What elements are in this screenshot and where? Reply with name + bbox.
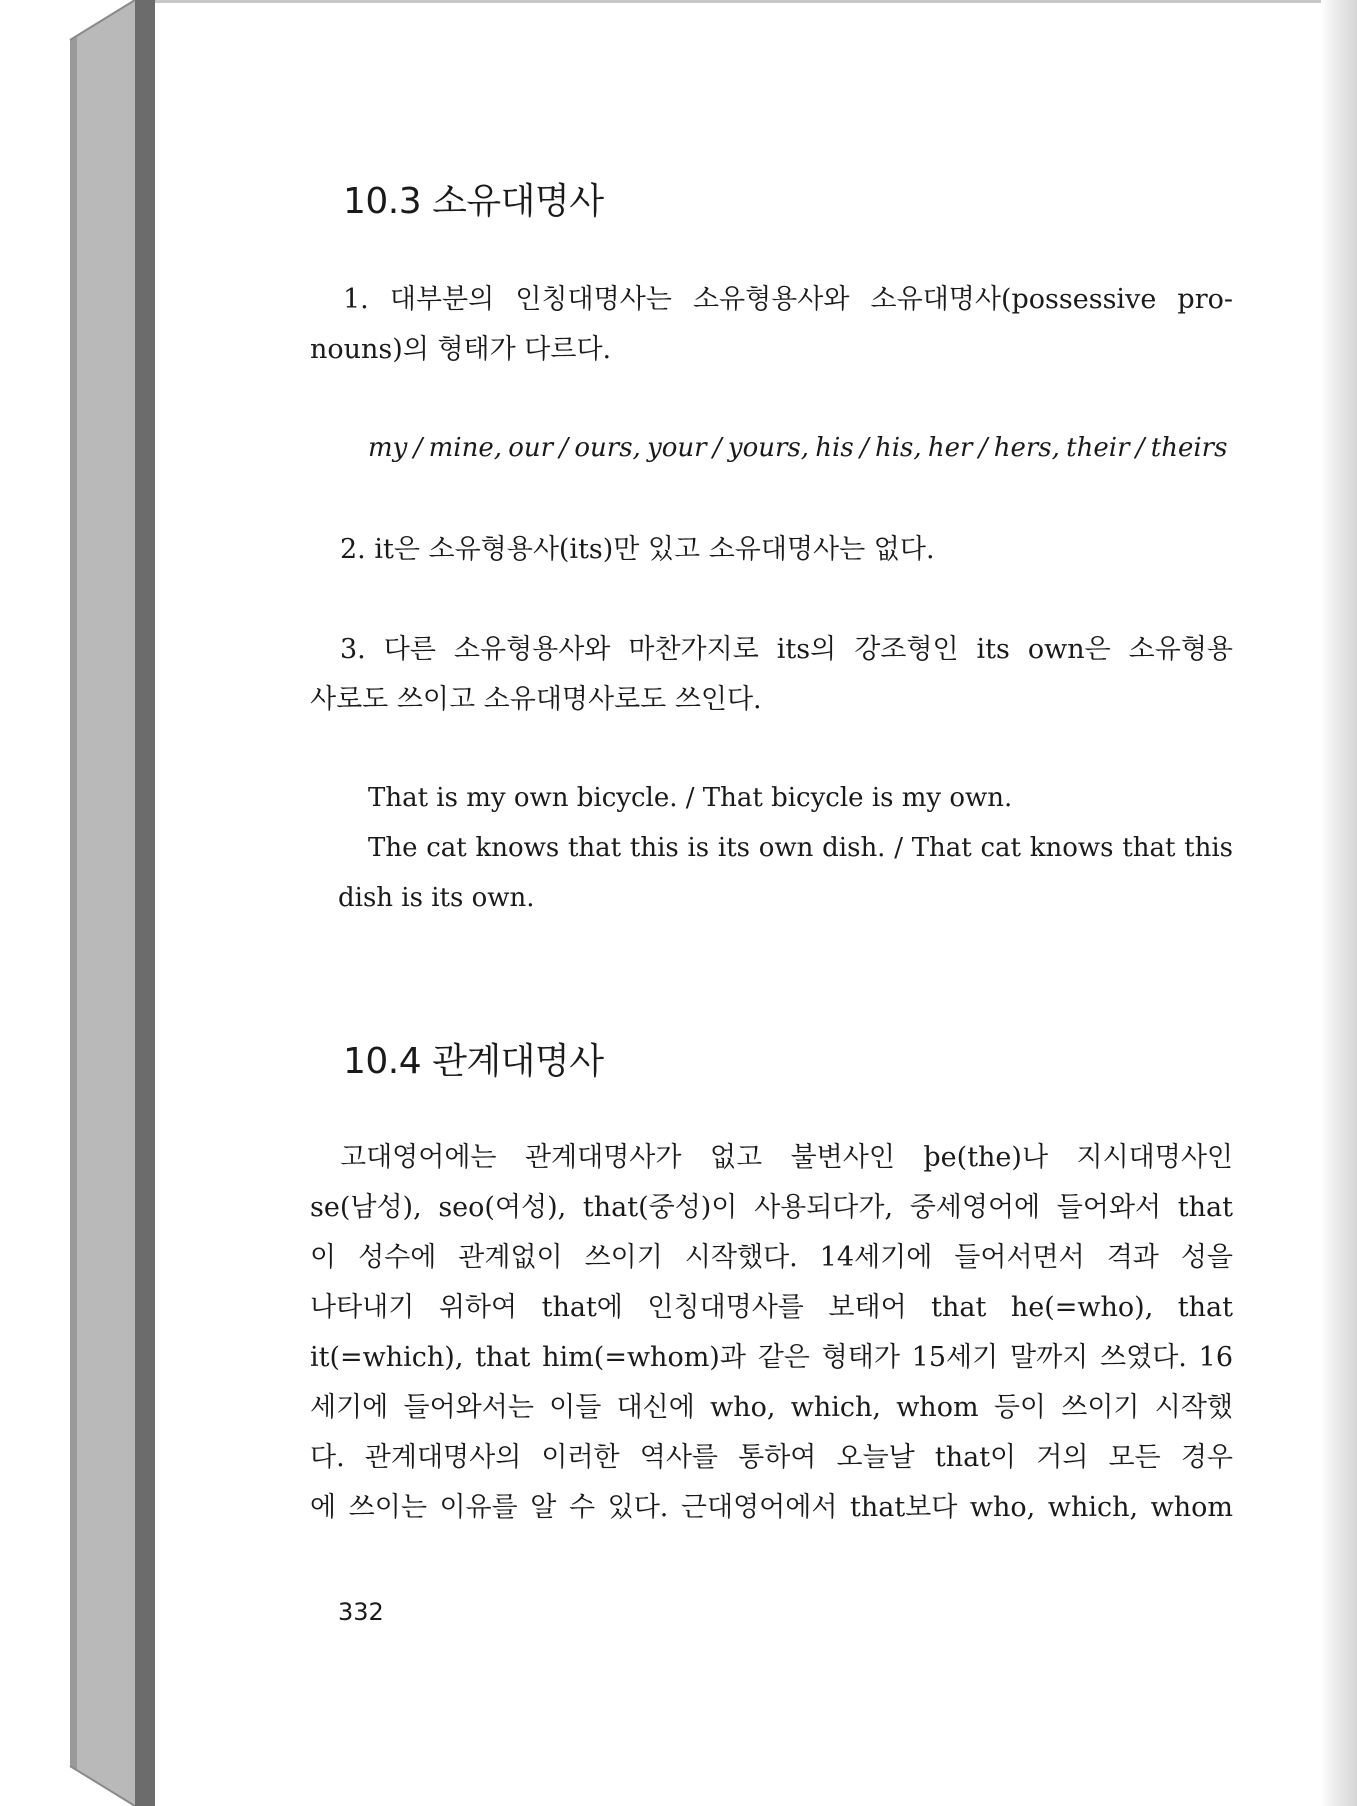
para-line-5: it(=which), that him(=whom)과 같은 형태가 15세기 말까지 쓰였다. 16 <box>310 1342 1233 1373</box>
para-line-6: 세기에 들어와서는 이들 대신에 who, which, whom 등이 쓰이기 시작했 <box>310 1392 1233 1423</box>
para-line-2: se(남성), seo(여성), that(중성)이 사용되다가, 중세영어에 들어와서 that <box>310 1192 1233 1223</box>
item2: 2. it은 소유형용사(its)만 있고 소유대명사는 없다. <box>340 534 935 565</box>
section-10-4-heading: 10.4 관계대명사 <box>343 1041 604 1082</box>
example-cat-line2: dish is its own. <box>338 883 535 913</box>
possessive-pairs: my / mine, our / ours, your / yours, his / his, her / hers, their / theirs <box>368 433 1228 463</box>
para-line-3: 이 성수에 관계없이 쓰이기 시작했다. 14세기에 들어서면서 격과 성을 <box>310 1242 1233 1273</box>
para-line-8: 에 쓰이는 이유를 알 수 있다. 근대영어에서 that보다 who, which, whom <box>310 1492 1233 1523</box>
book-spine <box>0 0 160 1806</box>
section-10-3-heading: 10.3 소유대명사 <box>343 181 604 222</box>
book-page <box>158 3 1323 1803</box>
item1-line2: nouns)의 형태가 다르다. <box>310 334 612 365</box>
item1-line1: 1. 대부분의 인칭대명사는 소유형용사와 소유대명사(possessive pro- <box>343 284 1233 315</box>
para-line-7: 다. 관계대명사의 이러한 역사를 통하여 오늘날 that이 거의 모든 경우 <box>310 1442 1233 1473</box>
para-line-4: 나타내기 위하여 that에 인칭대명사를 보태어 that he(=who), that <box>310 1292 1233 1323</box>
item3-line1: 3. 다른 소유형용사와 마찬가지로 its의 강조형인 its own은 소유형용 <box>340 634 1233 665</box>
page-number: 332 <box>338 1598 384 1626</box>
example-cat-line1: The cat knows that this is its own dish. / That cat knows that this <box>368 833 1233 863</box>
example-own-bicycle: That is my own bicycle. / That bicycle is my own. <box>368 783 1013 813</box>
para-line-1: 고대영어에는 관계대명사가 없고 불변사인 þe(the)나 지시대명사인 <box>340 1142 1233 1173</box>
page-right-shadow <box>1321 0 1357 1806</box>
item3-line2: 사로도 쓰이고 소유대명사로도 쓰인다. <box>310 684 762 715</box>
